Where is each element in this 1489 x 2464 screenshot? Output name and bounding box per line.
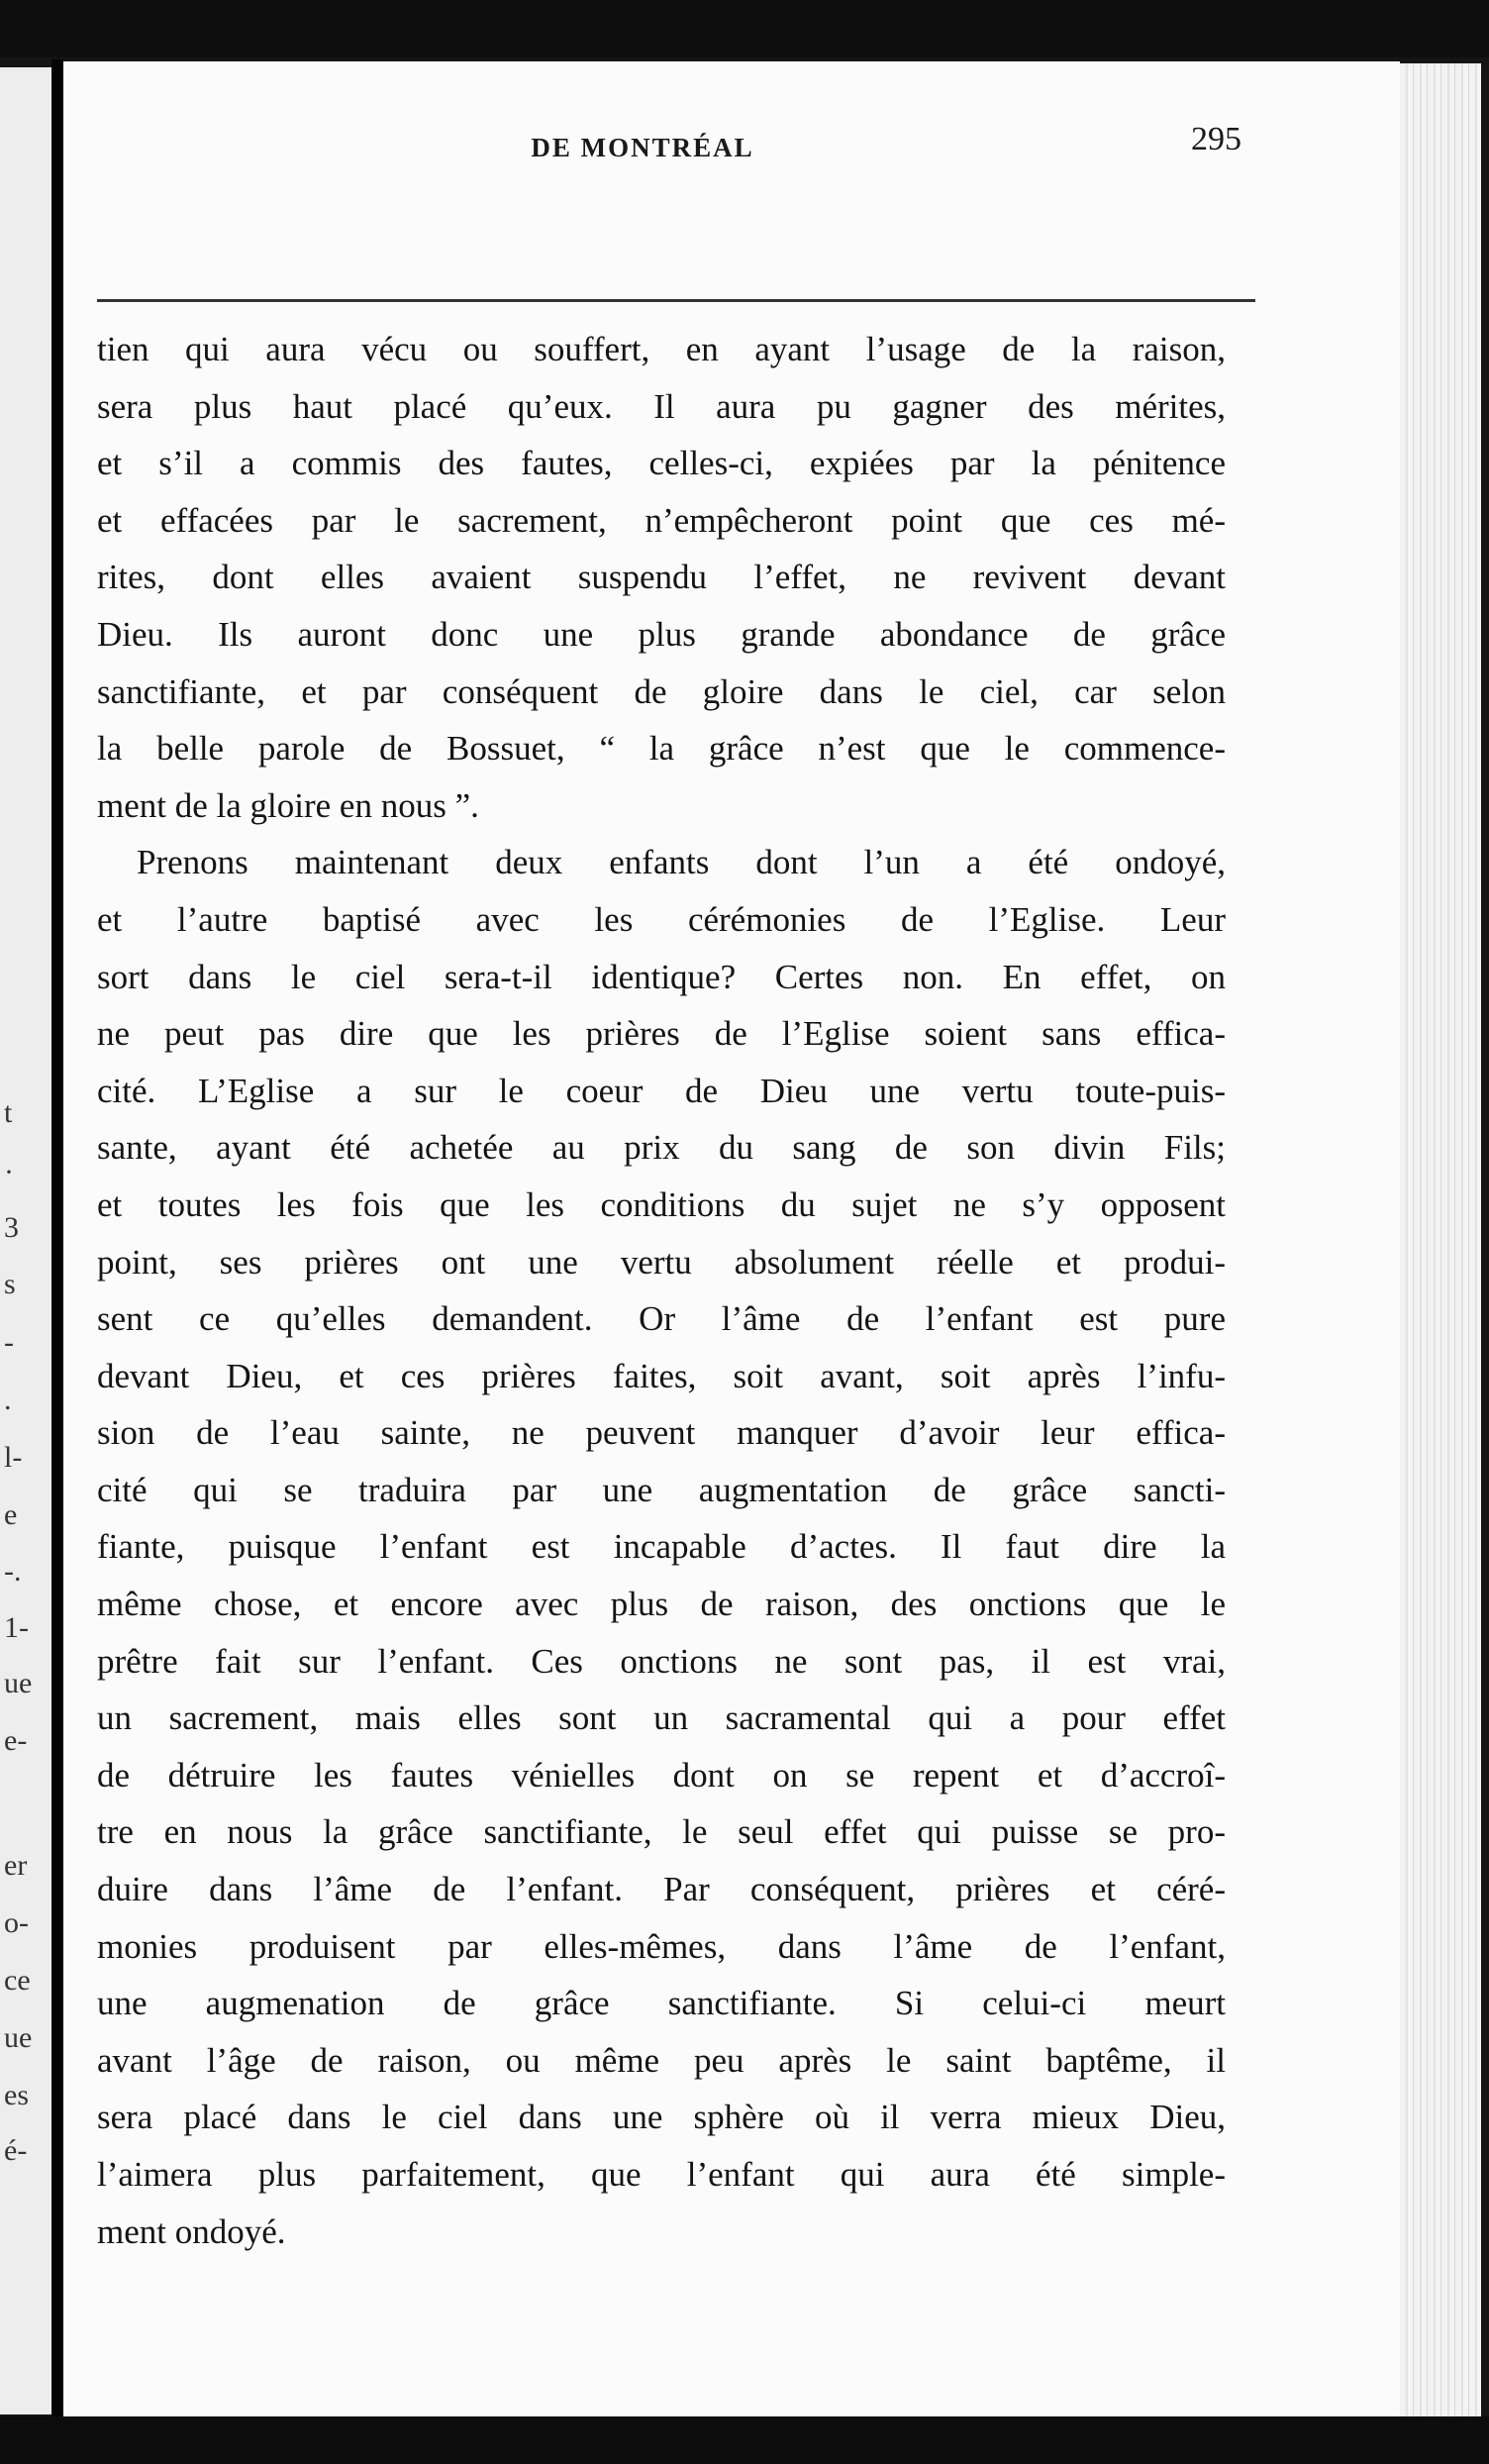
facing-page-fragment: e- (4, 1724, 28, 1757)
text-line: devant Dieu, et ces prières faites, soit avant, soit après l’infu- (97, 1356, 1226, 1395)
text-line: une augmenation de grâce sanctifiante. Si celui-ci meurt (97, 1984, 1226, 2023)
text-line: sera plus haut placé qu’eux. Il aura pu gagner des mérites, (97, 386, 1226, 426)
text-line: tien qui aura vécu ou souffert, en ayant l’usage de la raison, (97, 330, 1226, 368)
page-stack-edges (1400, 63, 1481, 2418)
book-gutter (51, 59, 63, 2426)
text-line: l’aimera plus parfaitement, que l’enfant qui aura été simple- (97, 2155, 1226, 2194)
text-line: tre en nous la grâce sanctifiante, le seul effet qui puisse se pro- (97, 1812, 1226, 1852)
facing-page-edge (0, 67, 51, 2414)
facing-page-fragments (0, 67, 51, 2414)
page-number: 295 (1191, 121, 1241, 157)
body-text (97, 321, 1226, 2260)
text-line: monies produisent par elles-mêmes, dans l’âme de l’enfant, (97, 1926, 1226, 1966)
running-head: DE MONTRÉAL (531, 133, 754, 162)
text-line: sera placé dans le ciel dans une sphère où il verra mieux Dieu, (97, 2098, 1226, 2137)
text-line: sanctifiante, et par conséquent de gloire dans le ciel, car selon (97, 671, 1226, 711)
facing-page-fragment: ue (4, 2021, 33, 2054)
text-line: et effacées par le sacrement, n’empêcheront point que ces mé- (97, 500, 1226, 540)
text-line: et s’il a commis des fautes, celles-ci, expiées par la pénitence (97, 444, 1226, 483)
facing-page-fragment: ue (4, 1667, 33, 1699)
text-line: ment de la gloire en nous ”. (97, 785, 479, 825)
facing-page-fragment: -. (4, 1555, 22, 1588)
text-line: Prenons maintenant deux enfants dont l’un a été ondoyé, (137, 843, 1226, 882)
text-line: cité. L’Eglise a sur le coeur de Dieu une vertu toute-puis- (97, 1071, 1226, 1110)
facing-page-fragment: . (4, 1384, 12, 1416)
header-rule (97, 299, 1255, 302)
scanner-top-border (0, 0, 1489, 57)
facing-page-fragment: e (4, 1498, 18, 1531)
facing-page-fragment: é- (4, 2134, 28, 2167)
text-line: de détruire les fautes vénielles dont on se repent et d’accroî- (97, 1755, 1226, 1795)
text-line: ment ondoyé. (97, 2211, 286, 2251)
text-line: sante, ayant été achetée au prix du sang de son divin Fils; (97, 1128, 1226, 1168)
text-line: rites, dont elles avaient suspendu l’effet, ne revivent devant (97, 558, 1226, 597)
text-line: sion de l’eau sainte, ne peuvent manquer d’avoir leur effica- (97, 1413, 1226, 1453)
book-page (63, 61, 1400, 2418)
facing-page-fragment: o- (4, 1906, 29, 1939)
facing-page-fragment: ce (4, 1964, 31, 1997)
facing-page-fragment: - (4, 1326, 14, 1359)
text-line: même chose, et encore avec plus de raison, des onctions que le (97, 1585, 1226, 1624)
text-line: cité qui se traduira par une augmentation de grâce sancti- (97, 1470, 1226, 1509)
facing-page-fragment: es (4, 2079, 29, 2111)
text-line: ne peut pas dire que les prières de l’Eglise soient sans effica- (97, 1014, 1226, 1054)
text-line: la belle parole de Bossuet, “ la grâce n’est que le commence- (97, 729, 1226, 769)
scanner-bottom-border (0, 2416, 1489, 2464)
text-line: et l’autre baptisé avec les cérémonies de l’Eglise. Leur (97, 899, 1226, 939)
text-line: avant l’âge de raison, ou même peu après le saint baptême, il (97, 2040, 1226, 2080)
text-line: prêtre fait sur l’enfant. Ces onctions ne sont pas, il est vrai, (97, 1641, 1226, 1681)
text-line: un sacrement, mais elles sont un sacramental qui a pour effet (97, 1698, 1226, 1738)
facing-page-fragment: 3 (4, 1211, 19, 1244)
text-line: duire dans l’âme de l’enfant. Par conséquent, prières et céré- (97, 1870, 1226, 1909)
text-line: Dieu. Ils auront donc une plus grande abondance de grâce (97, 614, 1226, 654)
facing-page-fragment: l- (4, 1441, 23, 1474)
facing-page-fragment: t (4, 1096, 13, 1129)
text-line: point, ses prières ont une vertu absolument réelle et produi- (97, 1242, 1226, 1282)
text-line: et toutes les fois que les conditions du sujet ne s’y opposent (97, 1184, 1226, 1224)
text-line: sort dans le ciel sera-t-il identique? Certes non. En effet, on (97, 957, 1226, 996)
facing-page-fragment: · (4, 1156, 14, 1188)
facing-page-fragment: 1- (4, 1611, 29, 1644)
text-line: fiante, puisque l’enfant est incapable d’actes. Il faut dire la (97, 1527, 1226, 1567)
facing-page-fragment: s (4, 1268, 16, 1300)
text-line: sent ce qu’elles demandent. Or l’âme de l’enfant est pure (97, 1299, 1226, 1339)
facing-page-fragment: er (4, 1849, 28, 1882)
